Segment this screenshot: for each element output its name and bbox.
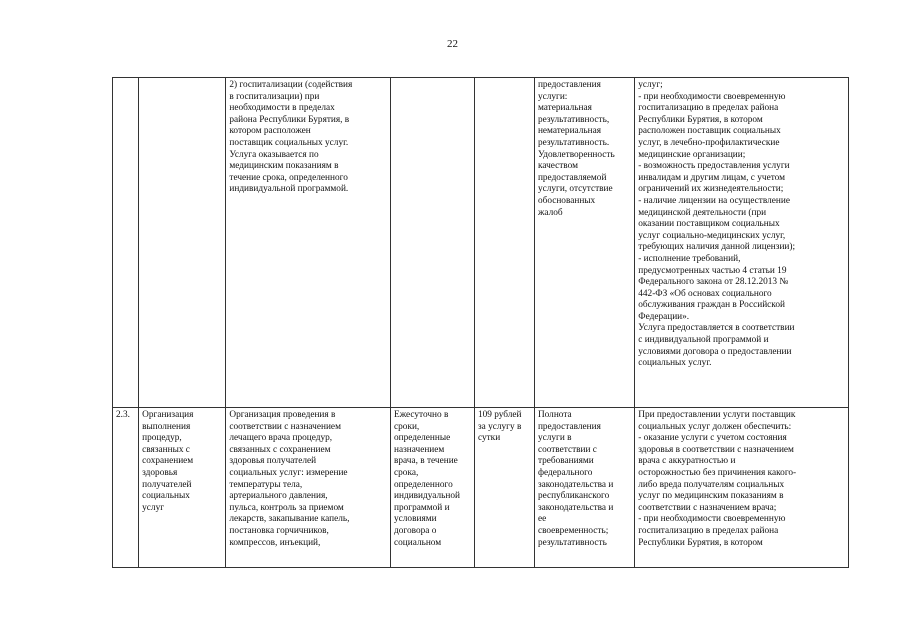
cell-text-line: качеством xyxy=(537,161,578,172)
cell-text-line: законодательства и xyxy=(537,479,614,490)
cell-text-line: связанных с xyxy=(142,444,190,455)
cell-text-line: результативность. xyxy=(537,137,610,148)
table-row xyxy=(113,408,849,568)
cell-text-line: Федерального закона от 28.12.2013 № xyxy=(638,277,789,288)
cell-text-line: условиями xyxy=(394,514,437,525)
cell-text-line: с индивидуальной программой и xyxy=(638,335,769,346)
cell-text-line: услуг социально-медицинских услуг, xyxy=(638,230,786,241)
row-number-cell xyxy=(113,408,139,568)
cell-text-line: - при необходимости своевременную xyxy=(638,91,786,102)
cell-text-line: здоровья в соответствии с назначением xyxy=(638,444,794,455)
cell-text-line: получателей xyxy=(142,479,192,490)
cell-text-line: услуг; xyxy=(638,80,663,90)
cell-text-line: расположен поставщик социальных xyxy=(638,126,781,137)
services-table xyxy=(112,77,849,568)
service-conditions-cell xyxy=(635,78,849,408)
cell-text-line: условиями договора о предоставлении xyxy=(638,346,792,357)
cell-text-line: температуры тела, xyxy=(229,479,303,490)
cell-text-line: сохранением xyxy=(142,456,194,467)
cell-text-line: ограничений их жизнедеятельности; xyxy=(638,184,784,195)
cell-text-line: обслуживания граждан в Российской xyxy=(638,300,785,311)
service-period-cell xyxy=(391,408,475,568)
cell-text-line: здоровья получателей xyxy=(229,456,317,467)
service-period-cell xyxy=(391,78,475,408)
cell-text-line: Услуга оказывается по xyxy=(229,149,319,160)
cell-text-line: 442-ФЗ «Об основах социального xyxy=(638,288,772,299)
cell-text-line: программой и xyxy=(394,502,450,513)
cell-text-line: социальных услуг. xyxy=(638,358,712,369)
service-price-cell xyxy=(474,78,534,408)
cell-text-line: сроки, xyxy=(394,421,420,432)
cell-text-line: врача, в течение xyxy=(394,456,458,467)
cell-text-line: сутки xyxy=(477,433,501,444)
cell-text-line: соответствии с назначением врача; xyxy=(638,502,777,513)
cell-text-line: социальном xyxy=(394,537,442,548)
cell-text-line: пульса, контроль за приемом xyxy=(229,502,344,513)
cell-text-line: в госпитализации) при xyxy=(229,91,320,102)
cell-text-line: либо вреда получателям социальных xyxy=(638,479,785,490)
cell-text-line: - исполнение требований, xyxy=(638,253,741,264)
cell-text-line: срока, xyxy=(394,467,419,478)
cell-text-line: Ежесуточно в xyxy=(394,410,449,420)
cell-text-line: индивидуальной программой. xyxy=(229,184,349,195)
cell-text-line: выполнения xyxy=(142,421,191,432)
cell-text-line: услуг, в лечебно-профилактические xyxy=(638,137,780,148)
cell-text-line: назначением xyxy=(394,444,445,455)
cell-text-line: услуг по медицинским показаниям в xyxy=(638,491,784,502)
cell-text-line: Республики Бурятия, в котором xyxy=(638,537,763,548)
cell-text-line: компрессов, инъекций, xyxy=(229,537,321,548)
cell-text-line: медицинской деятельности (при xyxy=(638,207,767,218)
cell-text-line: договора о xyxy=(394,525,437,536)
cell-text-line: лечащего врача процедур, xyxy=(229,433,333,444)
cell-text-line: за услугу в xyxy=(477,421,522,432)
cell-text-line: - наличие лицензии на осуществление xyxy=(638,195,790,206)
cell-text-line: артериального давления, xyxy=(229,491,328,502)
cell-text-line: законодательства и xyxy=(537,502,614,513)
cell-text-line: поставщик социальных услуг. xyxy=(229,137,349,148)
cell-text-line: медицинским показаниям в xyxy=(229,161,339,172)
cell-text-line: предоставления xyxy=(537,421,601,432)
cell-text-line: Федерации». xyxy=(638,311,690,322)
cell-text-line: лекарств, закапывание капель, xyxy=(229,514,350,525)
service-conditions-cell xyxy=(635,408,849,568)
cell-text-line: 2) госпитализации (содействия xyxy=(229,80,353,90)
cell-text-line: ее xyxy=(537,514,547,525)
cell-text-line: Услуга предоставляется в соответствии xyxy=(638,323,795,334)
cell-text-line: соответствии с xyxy=(537,444,597,455)
service-content-cell xyxy=(226,408,391,568)
cell-text-line: здоровья xyxy=(142,467,178,478)
cell-text-line: результативность xyxy=(537,537,607,548)
cell-text-line: - оказание услуги с учетом состояния xyxy=(638,433,787,444)
cell-text-line: медицинские организации; xyxy=(638,149,746,160)
cell-text-line: госпитализацию в пределах района xyxy=(638,525,779,536)
page-number: 22 xyxy=(447,38,458,50)
cell-text-line: врача с аккуратностью и xyxy=(638,456,736,467)
cell-text-line: социальных xyxy=(142,491,190,502)
cell-text-line: Организация проведения в xyxy=(229,410,336,420)
cell-text-line: социальных услуг должен обеспечить: xyxy=(638,421,792,432)
cell-text-line: Республики Бурятия, в котором xyxy=(638,114,763,125)
cell-text-line: услуги, отсутствие xyxy=(537,184,613,195)
cell-text-line: федерального xyxy=(537,467,593,478)
cell-text-line: своевременность; xyxy=(537,525,609,536)
cell-text-line: предоставляемой xyxy=(537,172,607,183)
cell-text-line: предоставления xyxy=(537,80,601,90)
cell-text-line: - при необходимости своевременную xyxy=(638,514,786,525)
cell-text: 2.3. xyxy=(116,410,130,420)
cell-text-line: 109 рублей xyxy=(477,410,522,420)
cell-text-line: республиканского xyxy=(537,491,610,502)
cell-text-line: услуг xyxy=(142,502,165,513)
cell-text-line: Полнота xyxy=(537,410,572,420)
cell-text-line: госпитализацию в пределах района xyxy=(638,103,779,114)
service-name-cell xyxy=(139,408,226,568)
cell-text-line: требованиями xyxy=(537,456,594,467)
cell-text-line: осторожностью без причинения какого- xyxy=(638,467,797,478)
cell-text-line: котором расположен xyxy=(229,126,311,137)
cell-text-line: услуги: xyxy=(537,91,568,102)
cell-text-line: района Республики Бурятия, в xyxy=(229,114,350,125)
cell-text-line: Организация xyxy=(142,410,194,420)
cell-text-line: социальных услуг: измерение xyxy=(229,467,348,478)
cell-text-line: нематериальная xyxy=(537,126,602,137)
cell-text-line: индивидуальной xyxy=(394,491,460,502)
service-price-cell xyxy=(474,408,534,568)
cell-text-line: обоснованных xyxy=(537,195,596,206)
cell-text-line: материальная xyxy=(537,103,592,114)
cell-text-line: соответствии с назначением xyxy=(229,421,341,432)
cell-text-line: связанных с сохранением xyxy=(229,444,331,455)
cell-text-line: постановка горчичников, xyxy=(229,525,329,536)
cell-text-line: определенного xyxy=(394,479,453,490)
quality-indicators-cell xyxy=(534,408,634,568)
cell-text-line: Удовлетворенность xyxy=(537,149,615,160)
quality-indicators-cell xyxy=(534,78,634,408)
cell-text-line: течение срока, определенного xyxy=(229,172,348,183)
cell-text-line: требующих наличия данной лицензии); xyxy=(638,242,796,253)
cell-text-line: оказании поставщиком социальных xyxy=(638,219,780,230)
cell-text-line: жалоб xyxy=(537,207,563,218)
cell-text-line: предусмотренных частью 4 статьи 19 xyxy=(638,265,787,276)
service-content-cell xyxy=(226,78,391,408)
cell-text-line: определенные xyxy=(394,433,451,444)
cell-text-line: результативность, xyxy=(537,114,610,125)
cell-text-line: - возможность предоставления услуги xyxy=(638,161,790,172)
cell-text-line: При предоставлении услуги поставщик xyxy=(638,410,796,420)
cell-text-line: процедур, xyxy=(142,433,182,444)
cell-text-line: инвалидам и другим лицам, с учетом xyxy=(638,172,785,183)
row-number-cell xyxy=(113,78,139,408)
cell-text-line: услуги в xyxy=(537,433,572,444)
service-name-cell xyxy=(139,78,226,408)
table-row xyxy=(113,78,849,408)
cell-text-line: необходимости в пределах xyxy=(229,103,335,114)
